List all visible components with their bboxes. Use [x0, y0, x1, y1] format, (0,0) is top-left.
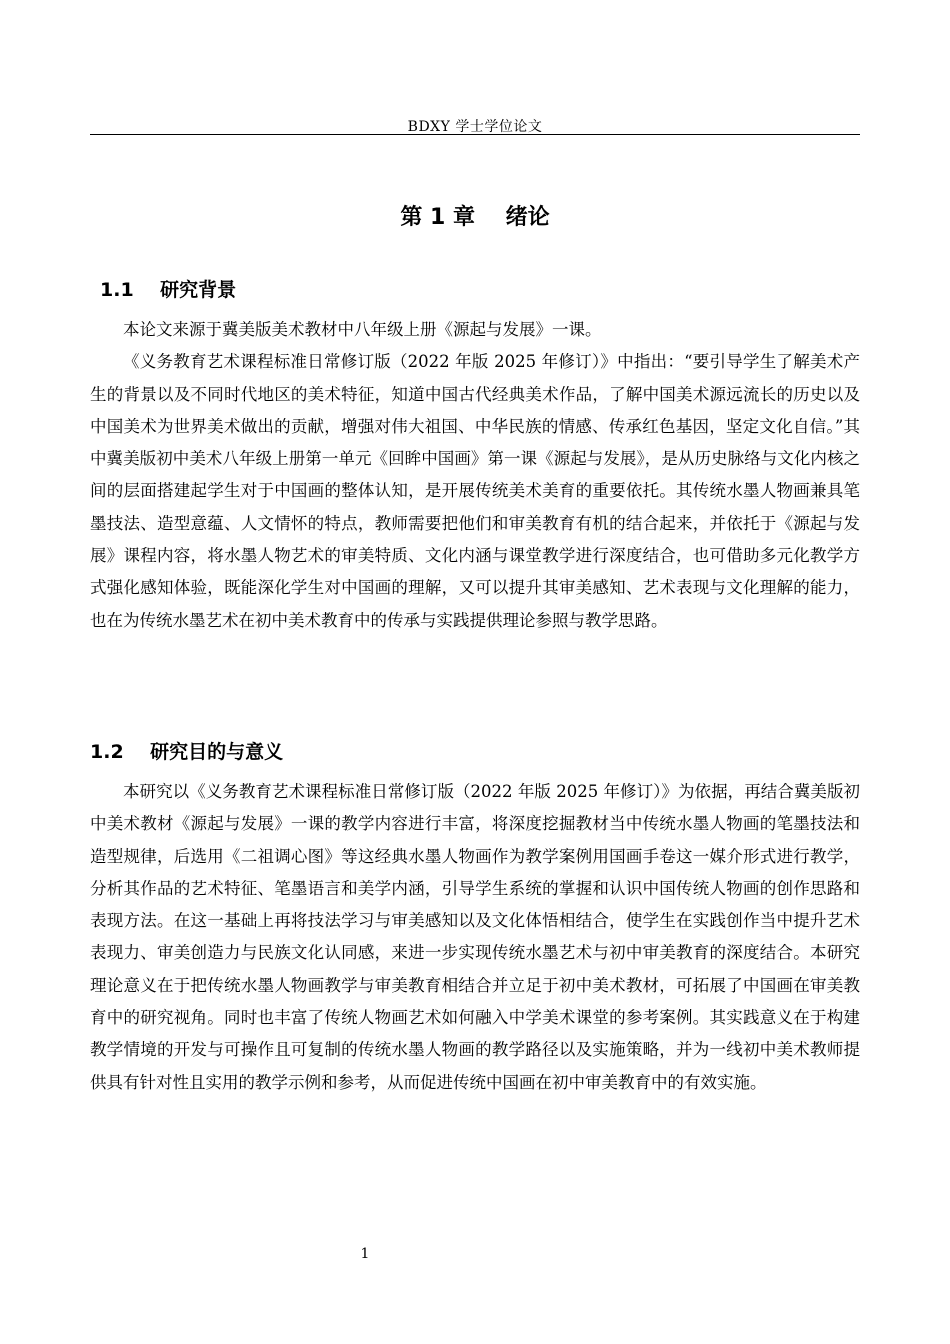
chapter-title: 第 1 章 绪论: [400, 205, 550, 230]
section-1-2-body: [90, 776, 860, 1099]
section-title-1-2: 1.2 研究目的与意义: [90, 741, 284, 763]
header-rule: [90, 134, 860, 135]
paragraph: 本研究以《义务教育艺术课程标准日常修订版（2022 年版 2025 年修订）》为依据，再结合冀美版初中美术教材《源起与发展》一课的教学内容进行丰富，将深度挖掘教材当中传统水墨人物画的笔墨技法和造型规律，后选用《二祖调心图》等这经典水墨人物画作为教学案例用国画手卷这一媒介形式进行教学，分析其作品的艺术特征、笔墨语言和美学内涵，引导学生系统的掌握和认识中国传统人物画的创作思路和表现方法。在这一基础上再将技法学习与审美感知以及文化体悟相结合，使学生在实践创作当中提升艺术表现力、审美创造力与民族文化认同感，来进一步实现传统水墨艺术与初中审美教育的深度结合。本研究理论意义在于把传统水墨人物画教学与审美教育相结合并立足于初中美术教材，可拓展了中国画在审美教育中的研究视角。同时也丰富了传统人物画艺术如何融入中学美术课堂的参考案例。其实践意义在于构建教学情境的开发与可操作且可复制的传统水墨人物画的教学路径以及实施策略，并为一线初中美术教师提供具有针对性且实用的教学示例和参考，从而促进传统中国画在初中审美教育中的有效实施。: [90, 782, 860, 1092]
paragraph: 本论文来源于冀美版美术教材中八年级上册《源起与发展》一课。: [123, 320, 602, 339]
page-number: 1: [360, 1246, 370, 1262]
running-header: BDXY 学士学位论文: [407, 119, 543, 135]
section-title-1-1: 1.1 研究背景: [100, 279, 237, 301]
paragraph: 《义务教育艺术课程标准日常修订版（2022 年版 2025 年修订）》中指出：“要引导学生了解美术产生的背景以及不同时代地区的美术特征，知道中国古代经典美术作品，了解中国美术源远流长的历史以及中国美术为世界美术做出的贡献，增强对伟大祖国、中华民族的情感、传承红色基因，坚定文化自信。”其中冀美版初中美术八年级上册第一单元《回眸中国画》第一课《源起与发展》，是从历史脉络与文化内核之间的层面搭建起学生对于中国画的整体认知，是开展传统美术美育的重要依托。其传统水墨人物画兼具笔墨技法、造型意蕴、人文情怀的特点，教师需要把他们和审美教育有机的结合起来，并依托于《源起与发展》课程内容，将水墨人物艺术的审美特质、文化内涵与课堂教学进行深度结合，也可借助多元化教学方式强化感知体验，既能深化学生对中国画的理解，又可以提升其审美感知、艺术表现与文化理解的能力，也在为传统水墨艺术在初中美术教育中的传承与实践提供理论参照与教学思路。: [90, 352, 860, 630]
section-1-1-body: [90, 314, 860, 637]
